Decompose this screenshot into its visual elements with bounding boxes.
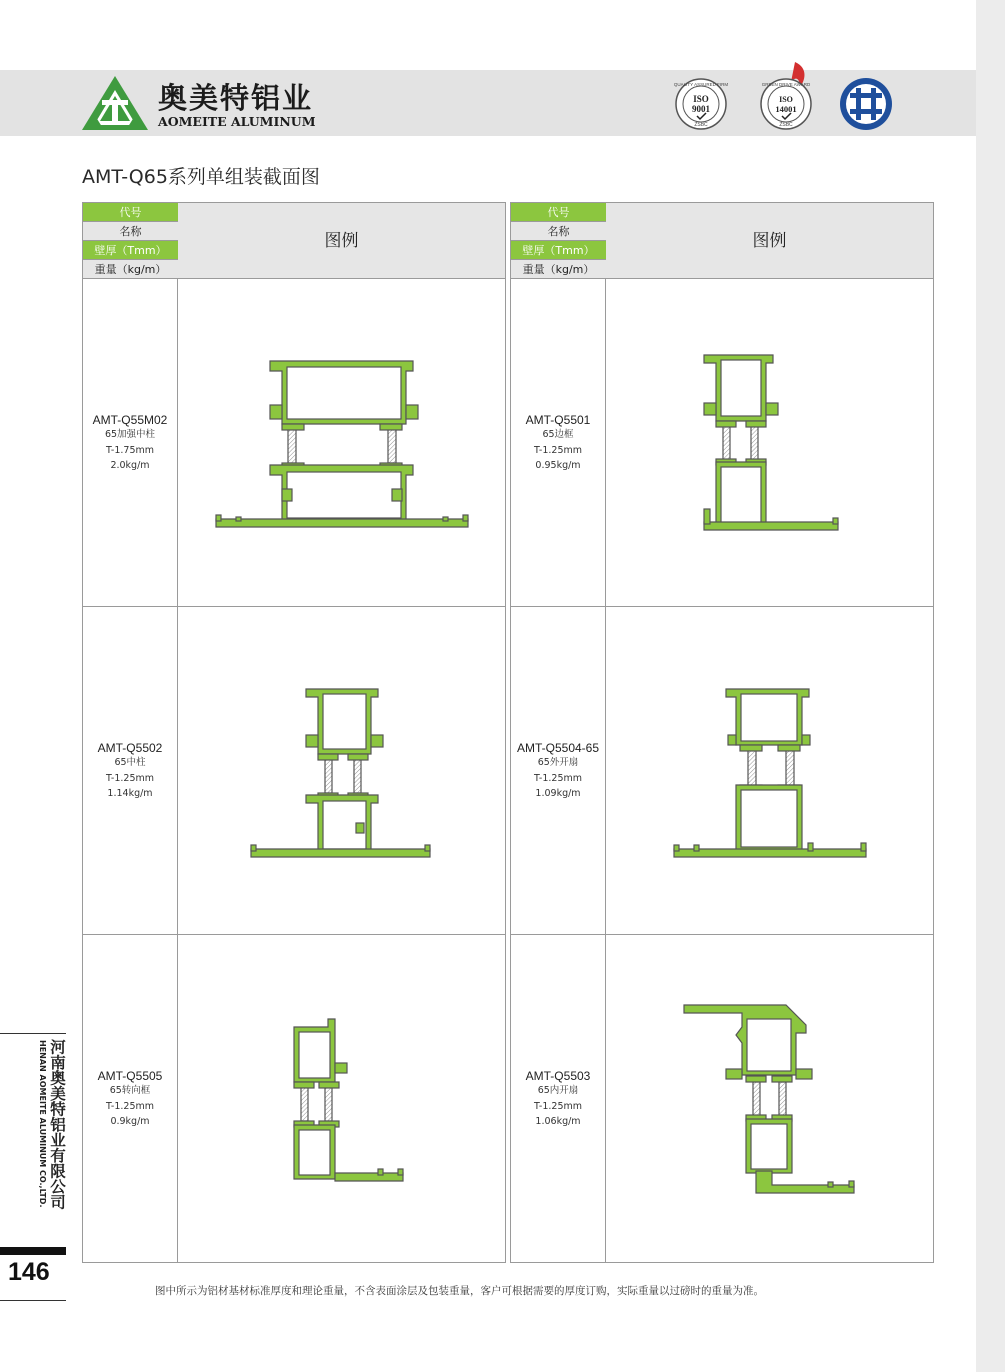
page-number-underline	[0, 1300, 66, 1301]
table-header-labels	[511, 203, 606, 279]
profile-code: AMT-Q5504-65	[516, 741, 600, 755]
cert-bottom-text: ZSBC	[694, 122, 708, 128]
footer-note: 图中所示为铝材基材标准厚度和理论重量，不含表面涂层及包装重量，客户可根据需要的厚度订购，实际重量以过磅时的重量为准。	[155, 1285, 764, 1297]
company-logo	[80, 74, 330, 132]
profile-drawing-q5502	[178, 607, 505, 934]
side-company-name-cn: 河南奥美特铝业有限公司	[48, 1039, 66, 1210]
header-name: 名称	[511, 222, 606, 241]
header-code: 代号	[511, 203, 606, 222]
company-emblem-icon	[838, 76, 894, 136]
profile-name: 65加强中柱	[104, 429, 156, 440]
profile-code: AMT-Q5502	[97, 741, 163, 755]
profile-drawing-q5501	[606, 279, 933, 606]
brand-name-en: AOMEITE ALUMINUM	[158, 114, 316, 129]
profile-thickness: T-1.25mm	[533, 772, 583, 784]
table-row	[511, 607, 933, 935]
cert-bottom-text: ZSBC	[779, 122, 793, 128]
profile-thickness: T-1.25mm	[105, 1100, 155, 1112]
profile-table-right	[510, 202, 934, 1263]
table-row	[511, 279, 933, 607]
header-code: 代号	[83, 203, 178, 222]
side-divider	[0, 1033, 66, 1034]
profile-thickness: T-1.25mm	[533, 444, 583, 456]
table-row	[83, 279, 505, 607]
profile-info	[511, 1069, 605, 1130]
header-weight: 重量（kg/m）	[511, 260, 606, 279]
profile-weight: 1.14kg/m	[107, 788, 153, 799]
table-header-labels	[83, 203, 178, 279]
iso-14001-badge	[755, 60, 817, 136]
header-weight: 重量（kg/m）	[83, 260, 178, 279]
profile-drawing-q5503	[606, 935, 933, 1262]
side-bar	[0, 1247, 66, 1255]
profile-code: AMT-Q55M02	[92, 413, 168, 427]
profile-info	[511, 741, 605, 802]
table-row	[83, 935, 505, 1262]
logo-mark-icon	[80, 74, 150, 132]
profile-thickness: T-1.25mm	[533, 1100, 583, 1112]
cert-top-text: GREEN DRIVE AWARD	[761, 82, 811, 87]
profile-weight: 1.06kg/m	[535, 1116, 581, 1127]
profile-drawing-q5505	[178, 935, 505, 1262]
profile-name: 65内开扇	[537, 1085, 579, 1096]
profile-thickness: T-1.25mm	[105, 772, 155, 784]
profile-weight: 0.95kg/m	[535, 460, 581, 471]
profile-code: AMT-Q5505	[97, 1069, 163, 1083]
profile-code: AMT-Q5503	[525, 1069, 591, 1083]
header-thickness: 壁厚（Tmm）	[83, 241, 178, 260]
cert-num-text: 14001	[775, 104, 797, 114]
profile-info	[83, 413, 177, 474]
profile-name: 65边框	[542, 429, 574, 440]
cert-top-text: QUALITY ASSURED FIRM	[673, 82, 729, 87]
side-company-name-en: HENAN AOMEITE ALUMINUM CO.,LTD.	[38, 1040, 47, 1208]
header-legend: 图例	[178, 203, 505, 279]
iso-9001-badge	[670, 76, 732, 136]
header-thickness: 壁厚（Tmm）	[511, 241, 606, 260]
table-row	[511, 935, 933, 1262]
profile-name: 65转向框	[109, 1085, 151, 1096]
cert-big-text: ISO	[693, 94, 709, 104]
profile-drawing-q55m02	[178, 279, 505, 606]
profile-info	[83, 741, 177, 802]
profile-name: 65中柱	[114, 757, 146, 768]
profile-thickness: T-1.75mm	[105, 444, 155, 456]
profile-info	[511, 413, 605, 474]
cert-num-text: 9001	[692, 104, 710, 114]
page-title: AMT-Q65系列单组装截面图	[82, 166, 320, 188]
profile-weight: 1.09kg/m	[535, 788, 581, 799]
profile-weight: 0.9kg/m	[110, 1116, 150, 1127]
header-name: 名称	[83, 222, 178, 241]
profile-table-left	[82, 202, 506, 1263]
profile-drawing-q5504-65	[606, 607, 933, 934]
right-edge-strip	[976, 0, 1005, 1372]
profile-weight: 2.0kg/m	[110, 460, 150, 471]
table-row	[83, 607, 505, 935]
page-number: 146	[8, 1258, 50, 1286]
profile-code: AMT-Q5501	[525, 413, 591, 427]
cert-big-text: ISO	[779, 95, 793, 104]
profile-name: 65外开扇	[537, 757, 579, 768]
brand-name-cn: 奥美特铝业	[158, 81, 314, 115]
header-legend: 图例	[606, 203, 933, 279]
profile-info	[83, 1069, 177, 1130]
